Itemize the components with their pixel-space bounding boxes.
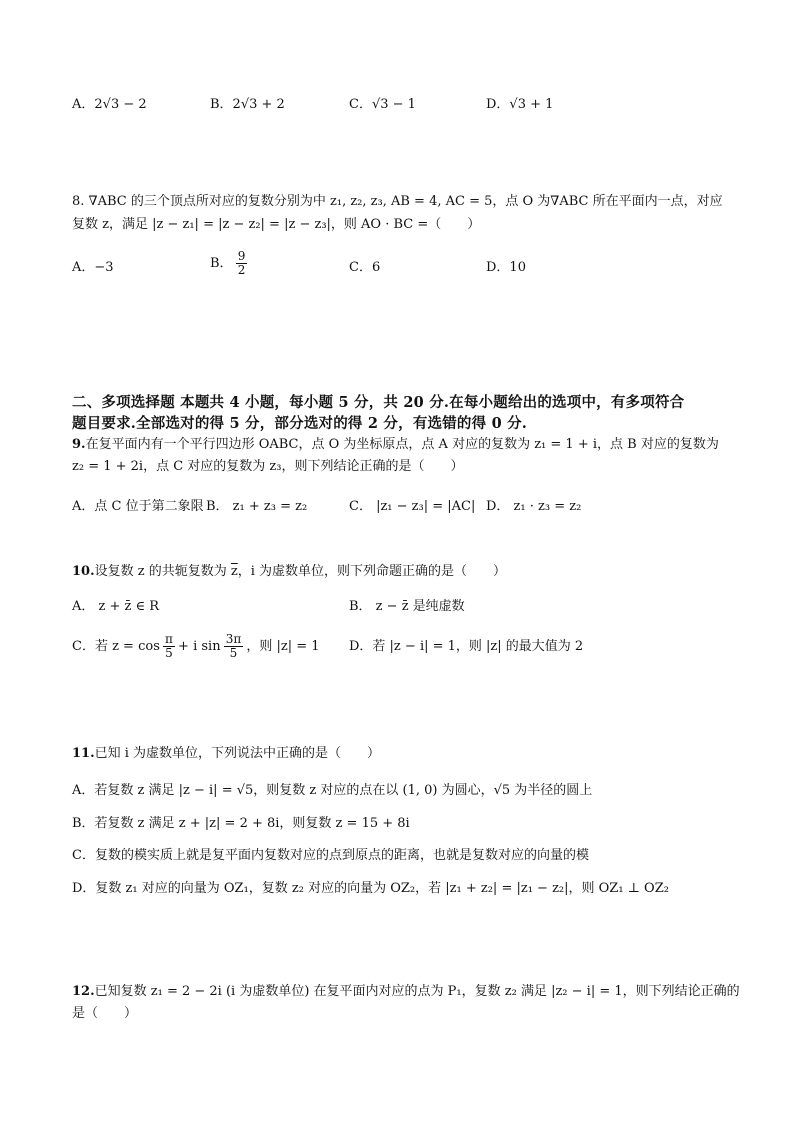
q9-option-a: A．点 C 位于第二象限 bbox=[72, 499, 204, 514]
q10-option-c-fraction1 bbox=[164, 633, 174, 660]
q10-zbar: $\overline{z}$ bbox=[230, 564, 238, 579]
q8-option-b-numerator: 9 bbox=[237, 249, 246, 263]
q9-stem-text: 在复平面内有一个平行四边形 OABC，点 O 为坐标原点，点 A 对应的复数为 z₁ = 1 + i，点 B 对应的复数为 bbox=[85, 437, 719, 452]
q11-option-b: B．若复数 z 满足 z + |z| = 2 + 8i，则复数 z = 15 + 8i bbox=[72, 816, 410, 831]
q7-option-b: B．2√3 + 2 bbox=[210, 97, 285, 112]
q11-stem-text: 已知 i 为虚数单位，下列说法中正确的是（ ） bbox=[94, 746, 381, 761]
q10-option-c-suffix: ，则 |z| = 1 bbox=[246, 639, 320, 654]
q8-stem-line1: 8. ∇ABC 的三个顶点所对应的复数分别为中 z₁, z₂, z₃, AB = 4, AC = 5，点 O 为∇ABC 所在平面内一点，对应 bbox=[72, 194, 723, 209]
q10-option-c-f2-num: 3π bbox=[225, 632, 242, 646]
q9-stem-line1 bbox=[72, 436, 719, 454]
q7-option-d: D．√3 + 1 bbox=[486, 97, 554, 112]
q8-option-c: C．6 bbox=[349, 260, 381, 275]
q10-option-b: B． z − z̄ 是纯虚数 bbox=[349, 599, 465, 614]
q8-option-b-denominator: 2 bbox=[237, 263, 246, 277]
q8-option-d: D．10 bbox=[486, 260, 526, 275]
q10-option-a: A． z + z̄ ∈ R bbox=[72, 599, 160, 614]
q12-stem-text: 已知复数 z₁ = 2 − 2i (i 为虚数单位) 在复平面内对应的点为 P₁，复数 z₂ 满足 |z₂ − i| = 1，则下列结论正确的 bbox=[94, 984, 740, 999]
q9-option-d: D． z₁ · z₃ = z₂ bbox=[486, 499, 582, 514]
q11-option-d: D．复数 z₁ 对应的向量为 OZ₁，复数 z₂ 对应的向量为 OZ₂，若 |z₁ + z₂| = |z₁ − z₂|，则 OZ₁ ⊥ OZ₂ bbox=[72, 881, 669, 896]
q12-number: 12. bbox=[72, 984, 95, 999]
q8-option-b-fraction bbox=[237, 250, 247, 277]
q9-number: 9. bbox=[72, 437, 86, 452]
q11-number: 11. bbox=[72, 746, 95, 761]
q11-stem bbox=[72, 745, 380, 763]
q9-stem-line2: z₂ = 1 + 2i，点 C 对应的复数为 z₃，则下列结论正确的是（ ） bbox=[72, 459, 464, 474]
q7-option-c: C．√3 − 1 bbox=[349, 97, 416, 112]
q8-option-a: A．−3 bbox=[72, 260, 114, 275]
q9-option-b: B． z₁ + z₃ = z₂ bbox=[206, 499, 308, 514]
q10-option-d: D．若 |z − i| = 1，则 |z| 的最大值为 2 bbox=[349, 639, 584, 654]
q10-option-c bbox=[72, 633, 320, 660]
q7-option-a: A．2√3 − 2 bbox=[72, 97, 147, 112]
q8-stem-line2: 复数 z，满足 |z − z₁| = |z − z₂| = |z − z₃|，则 AO · BC =（ ） bbox=[72, 217, 481, 232]
q8-option-b-label: B． bbox=[210, 256, 233, 271]
section-heading-line1: 二、多项选择题 本题共 4 小题，每小题 5 分，共 20 分.在每小题给出的选项中，有多项符合 bbox=[72, 394, 685, 411]
q9-option-c: C． |z₁ − z₃| = |AC| bbox=[349, 499, 476, 514]
q10-stem-text-a: 设复数 z 的共轭复数为 bbox=[94, 564, 231, 579]
q10-stem-text-b: ，i 为虚数单位，则下列命题正确的是（ ） bbox=[237, 564, 507, 579]
q8-option-b bbox=[210, 250, 246, 277]
q10-option-c-prefix: C．若 z = cos bbox=[72, 639, 160, 654]
q10-option-c-f1-den: 5 bbox=[165, 646, 173, 660]
q12-stem-line1 bbox=[72, 983, 740, 1001]
q10-option-c-fraction2 bbox=[225, 633, 243, 660]
q10-option-c-mid: + i sin bbox=[178, 639, 221, 654]
q10-option-c-f2-den: 5 bbox=[229, 646, 238, 660]
q11-option-c: C．复数的模实质上就是复平面内复数对应的点到原点的距离，也就是复数对应的向量的模 bbox=[72, 848, 589, 863]
section-heading-line2: 题目要求.全部选对的得 5 分，部分选对的得 2 分，有选错的得 0 分. bbox=[72, 415, 528, 432]
q11-option-a: A．若复数 z 满足 |z − i| = √5，则复数 z 对应的点在以 (1, 0) 为圆心，√5 为半径的圆上 bbox=[72, 783, 593, 798]
q12-stem-line2: 是（ ） bbox=[72, 1006, 138, 1021]
q10-number: 10. bbox=[72, 564, 95, 579]
q10-option-c-f1-num: π bbox=[165, 632, 173, 646]
q10-stem bbox=[72, 563, 506, 581]
